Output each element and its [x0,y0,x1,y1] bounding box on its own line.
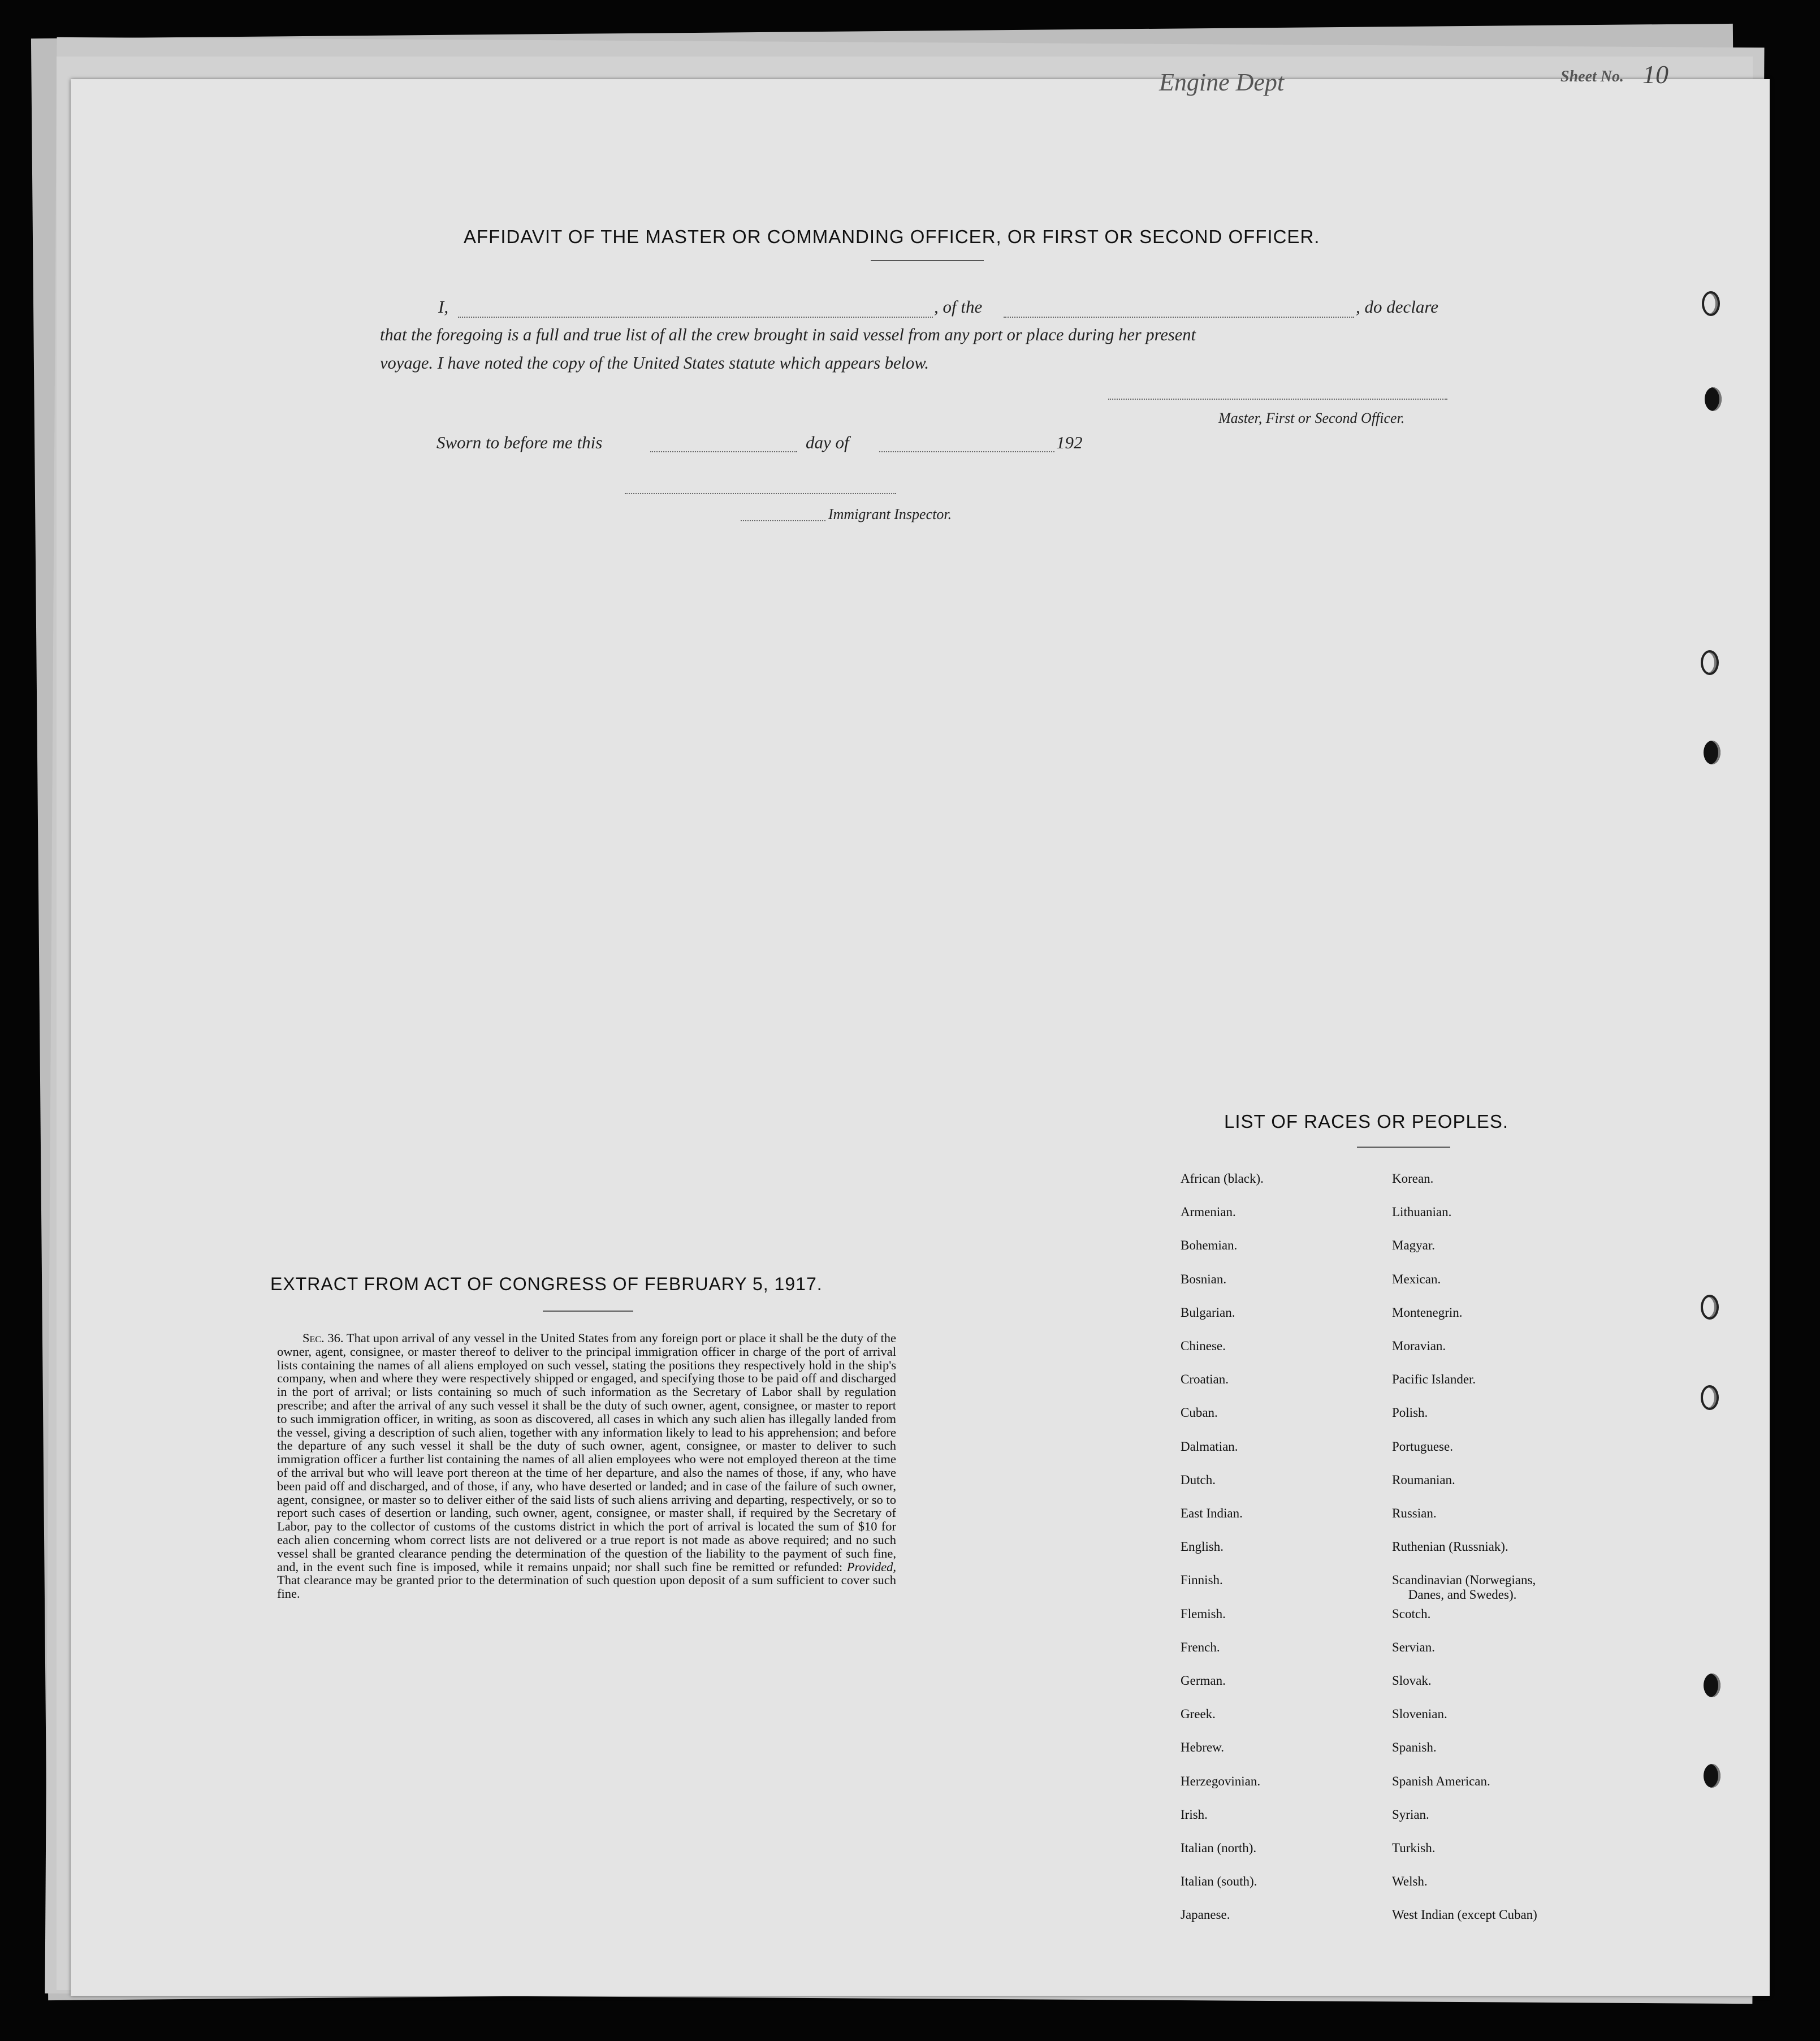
race-entry: Ruthenian (Russniak). [1392,1540,1508,1554]
races-title-rule [1357,1147,1450,1148]
race-entry: Russian. [1392,1506,1437,1520]
inspector-blank-2 [741,520,825,521]
binder-hole [1701,1295,1719,1320]
title-rule [871,260,984,261]
race-entry: East Indian. [1181,1506,1243,1520]
race-entry: Mexican. [1392,1272,1441,1286]
extract-title: EXTRACT FROM ACT OF CONGRESS OF FEBRUARY 5, 1917. [270,1274,823,1294]
race-entry: Hebrew. [1181,1740,1225,1755]
provided-word: Provided, [846,1559,897,1574]
race-entry: Korean. [1392,1171,1434,1186]
race-entry: Spanish American. [1392,1774,1490,1788]
binder-hole [1704,1764,1720,1788]
day-of-text: day of [806,433,849,452]
race-entry: German. [1181,1674,1226,1688]
vessel-blank [1004,317,1354,318]
race-entry: Slovak. [1392,1674,1432,1688]
race-entry: Bulgarian. [1181,1305,1235,1320]
binder-hole [1701,650,1719,675]
race-entry: Montenegrin. [1392,1305,1463,1320]
extract-title-rule [543,1311,633,1312]
binder-hole [1701,1385,1719,1410]
race-entry: Italian (south). [1181,1874,1257,1889]
signer-caption: Master, First or Second Officer. [1218,410,1405,426]
inspector-caption: Immigrant Inspector. [828,506,952,522]
binder-hole [1704,741,1720,764]
section-body: That upon arrival of any vessel in the United States from any foreign port or place it shall be the duty of the owner, agent, consignee, or master thereof to deliver to the principal immigration officer in charge of the port of arrival lists containing the names of all aliens employed on such vessel, stating the positions they respectively hold in the ship's company, when and where they were respectively shipped or engaged, and specifying those to be paid off and discharged in the port of arrival; or lists containing so much of such information as the Secretary of Labor shall by regulation prescribe; and after the arrival of any such vessel it shall be the duty of such owner, agent, consignee, or master to report to such immigration officer, in writing, as soon as discovered, all cases in which any such alien has illegally landed from the vessel, giving a description of such alien, together with any information likely to lead to his apprehension; and before the departure of any such vessel it shall be the duty of such owner, agent, consignee, or master to deliver to such immigration officer a further list containing the names of all alien employees who were not employed thereon at the time of the arrival but who will leave port thereon at the time of her departure, and also the names of those, if any, who have been paid off and discharged, and of those, if any, who have deserted or landed; and in case of the failure of such owner, agent, consignee, or master so to deliver either of the said lists of such aliens arriving and departing, respectively, or so to report such cases of desertion or landing, such owner, agent, consignee, or master shall, if required by the Secretary of Labor, pay to the collector of customs of the customs district in which the port of arrival is located the sum of $10 for each alien concerning whom correct lists are not delivered or a true report is not made as above required; and no such vessel shall be granted clearance pending the determination of the question of the liability to the payment of such fine, and, in the event such fine is imposed, while it remains unpaid; nor shall such fine be remitted or refunded: [277,1331,896,1574]
race-entry: Chinese. [1181,1339,1226,1353]
race-entry: Bohemian. [1181,1238,1238,1253]
race-entry: Lithuanian. [1392,1205,1452,1220]
race-entry: Servian. [1392,1640,1436,1654]
section-body-end: That clearance may be granted prior to the determination of such question upon deposit of a sum sufficient to cover such fine. [277,1573,896,1601]
race-entry: Syrian. [1392,1807,1429,1822]
race-entry: West Indian (except Cuban) [1392,1908,1537,1922]
race-entry: Flemish. [1181,1606,1226,1621]
race-entry: Polish. [1392,1406,1428,1420]
race-entry: French. [1181,1640,1220,1654]
race-entry: Irish. [1181,1807,1208,1822]
races-title: LIST OF RACES OR PEOPLES. [1224,1111,1509,1132]
race-entry: Herzegovinian. [1181,1774,1261,1788]
race-entry: Roumanian. [1392,1472,1455,1487]
binder-hole [1702,291,1720,316]
affidavit-i: I, [438,297,449,317]
race-entry: African (black). [1181,1171,1264,1186]
race-entry: Japanese. [1181,1908,1230,1922]
race-entry: Italian (north). [1181,1841,1257,1855]
race-entry: Armenian. [1181,1205,1236,1220]
binder-hole [1705,387,1722,411]
affidavit-line2: that the foregoing is a full and true list of all the crew brought in said vessel from any port or place during her present [380,325,1196,344]
sworn-text: Sworn to before me this [436,433,603,452]
race-entry: Pacific Islander. [1392,1372,1476,1387]
binder-hole [1704,1674,1720,1697]
name-blank [458,317,933,318]
race-entry: Finnish. [1181,1573,1223,1588]
inspector-blank [625,493,896,494]
race-entry: Croatian. [1181,1372,1229,1387]
sheet-number-label: Sheet No. [1560,68,1624,85]
race-entry: Moravian. [1392,1339,1446,1353]
race-entry: Greek. [1181,1707,1216,1722]
affidavit-line3: voyage. I have noted the copy of the United States statute which appears below. [380,353,929,373]
race-entry: Dalmatian. [1181,1439,1238,1454]
affidavit-declare: , do declare [1356,297,1439,317]
affidavit-title: AFFIDAVIT OF THE MASTER OR COMMANDING OFFICER, OR FIRST OR SECOND OFFICER. [464,226,1320,247]
affidavit-of-the: , of the [934,297,983,317]
race-entry: Portuguese. [1392,1439,1453,1454]
sheet-number: 10 [1642,60,1668,89]
race-entry: Scotch. [1392,1606,1431,1621]
race-entry: Slovenian. [1392,1707,1447,1722]
race-entry: Bosnian. [1181,1272,1227,1286]
month-blank [879,451,1054,452]
year-text: 192 [1056,433,1083,452]
handwritten-note: Engine Dept [1159,68,1285,96]
day-blank [650,451,797,452]
race-entry: Spanish. [1392,1740,1437,1755]
race-entry: Turkish. [1392,1841,1436,1855]
race-entry: Magyar. [1392,1238,1436,1253]
race-entry: English. [1181,1540,1224,1554]
race-entry: Dutch. [1181,1472,1216,1487]
section-number: Sec. 36. [302,1331,344,1345]
race-entry: Scandinavian (Norwegians, Danes, and Swedes). [1392,1573,1536,1602]
race-entry: Welsh. [1392,1874,1428,1889]
signature-blank [1108,399,1447,400]
race-entry: Cuban. [1181,1406,1218,1420]
extract-text [277,1331,896,1601]
